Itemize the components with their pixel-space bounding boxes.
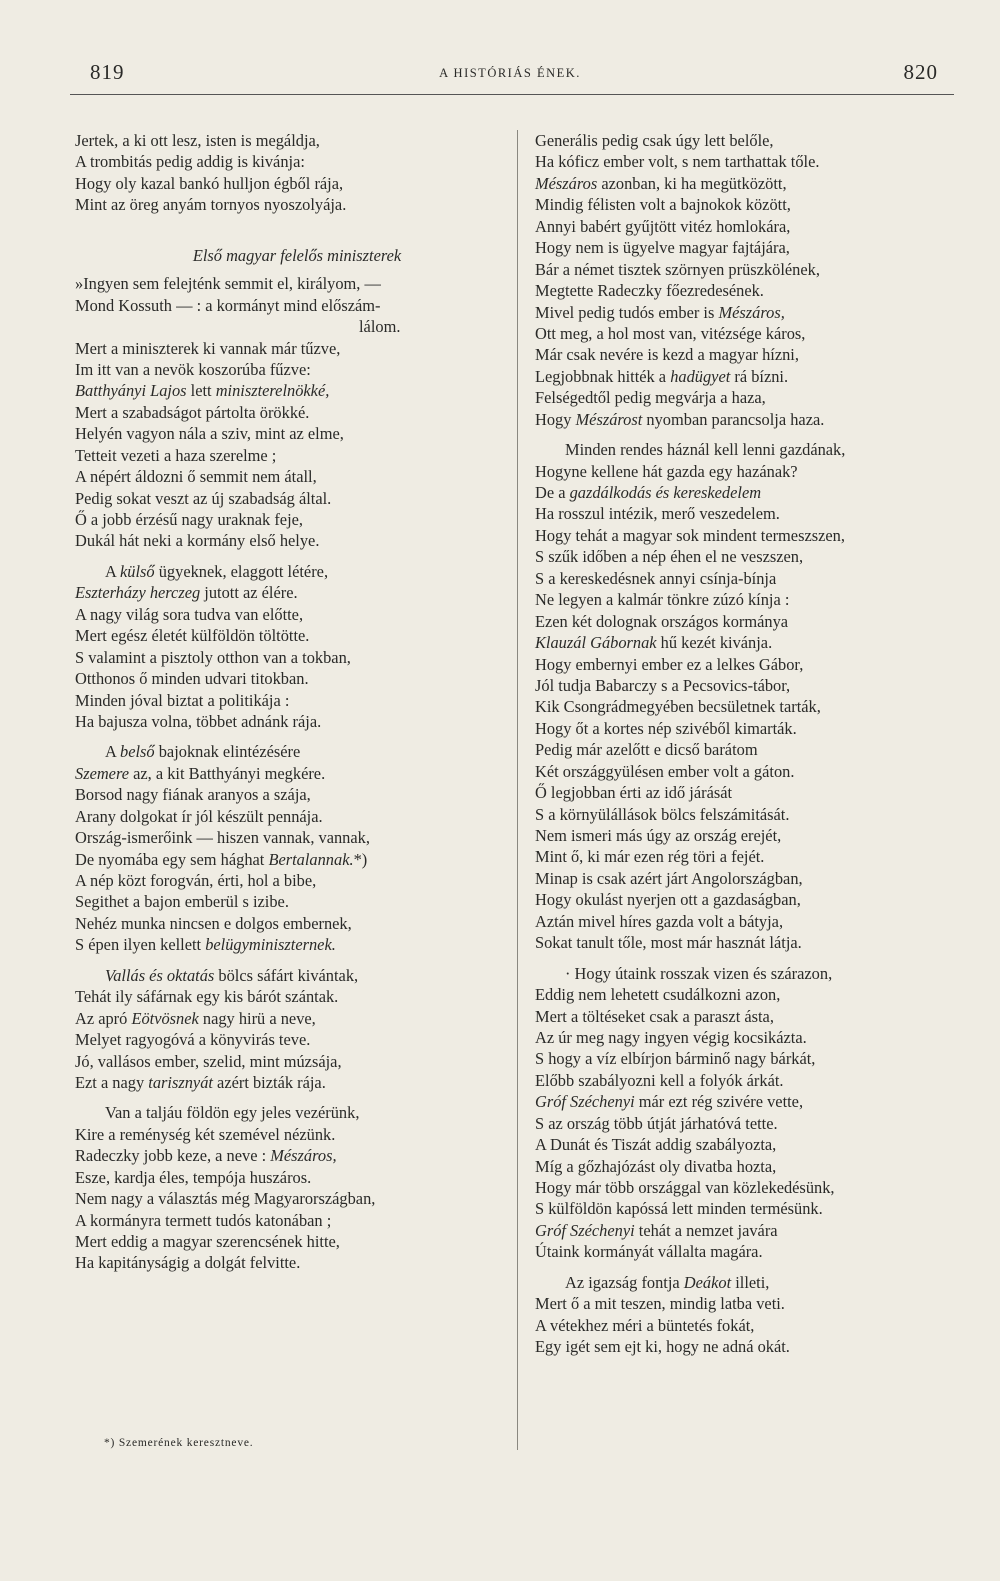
verse-line <box>75 151 511 172</box>
verse-line <box>75 806 511 827</box>
italic-text: Klauzál Gábornak <box>535 633 657 653</box>
text-run: Ha kapitányságig a dolgát felvitte. <box>75 1253 301 1273</box>
text-run: az, a kit Batthyányi megkére. <box>129 763 326 783</box>
text-run: Helyén vagyon nála a sziv, mint az elme, <box>75 424 344 444</box>
verse-line <box>535 1134 965 1155</box>
text-run: Ország-ismerőink — hiszen vannak, vannak, <box>75 828 370 848</box>
verse-line <box>535 868 965 889</box>
text-run: Hogy már több országgal van közlekedésünk, <box>535 1178 835 1197</box>
verse-line <box>75 625 511 646</box>
italic-text: miniszterelnökké, <box>215 381 330 401</box>
verse-line <box>535 130 965 151</box>
text-run: nyomban parancsolja haza. <box>642 409 825 429</box>
text-run: Mint az öreg anyám tornyos nyoszolyája. <box>75 195 347 215</box>
text-run: S külföldön kapóssá lett minden termésünk. <box>535 1199 823 1219</box>
text-run: Sokat tanult tőle, most már hasznát látja. <box>535 933 802 953</box>
text-run: A nagy világ sora tudva van előtte, <box>75 604 304 624</box>
italic-text: Mészáros <box>535 173 598 193</box>
verse-line <box>535 889 965 910</box>
italic-text: Gróf Széchenyi <box>535 1092 635 1112</box>
text-run: A vétekhez méri a büntetés fokát, <box>535 1315 755 1335</box>
text-run: ügyeknek, elaggott létére, <box>154 561 329 581</box>
verse-line <box>535 461 965 482</box>
text-run: Hogy <box>535 409 576 429</box>
verse-line <box>75 466 511 487</box>
text-run: Hogy oly kazal bankó hulljon égből rája, <box>75 173 344 193</box>
text-run: A népért áldozni ő semmit nem átall, <box>75 467 317 487</box>
text-run: Tetteit vezeti a haza szerelme ; <box>75 445 277 465</box>
left-page-number: 819 <box>90 60 125 84</box>
text-run: azonban, ki ha megütközött, <box>597 173 787 193</box>
verse-line <box>535 323 965 344</box>
text-run: Mert a töltéseket csak a paraszt ásta, <box>535 1006 774 1026</box>
verse-line <box>75 647 511 668</box>
text-run: S hogy a víz elbírjon bárminő nagy bárkát, <box>535 1049 816 1069</box>
verse-line <box>535 611 965 632</box>
text-run: S a kereskedésnek annyi csínja-bínja <box>535 568 777 588</box>
running-title: A HISTÓRIÁS ÉNEK. <box>439 66 581 80</box>
text-run: De nyomába egy sem hághat <box>75 849 269 869</box>
verse-line <box>535 1293 965 1314</box>
text-run: Pedig sokat veszt az új szabadság által. <box>75 488 332 508</box>
text-run: Ő legjobban érti az idő járását <box>535 783 733 803</box>
verse-line <box>535 1198 965 1219</box>
verse-line <box>535 302 965 323</box>
text-run: Van a taljáu földön egy jeles vezérünk, <box>105 1103 360 1123</box>
verse-line <box>75 380 511 401</box>
verse-line <box>75 582 511 603</box>
text-run: A Dunát és Tiszát addig szabályozta, <box>535 1135 777 1155</box>
text-run: Ezen két dolognak országos kormánya <box>535 611 789 631</box>
verse-line <box>75 1072 511 1093</box>
text-run: Radeczky jobb keze, a neve : <box>75 1146 271 1166</box>
verse-line <box>535 1113 965 1134</box>
verse-line <box>75 1167 511 1188</box>
text-run: Felségedtől pedig megvárja a haza, <box>535 388 766 408</box>
text-run: Ott meg, a hol most van, vitézsége káros, <box>535 323 806 343</box>
italic-text: külső <box>120 561 155 581</box>
italic-text: belső <box>120 742 155 762</box>
verse-line <box>75 1188 511 1209</box>
italic-text: gazdálkodás és kereskedelem <box>569 483 762 502</box>
italic-text: tarisznyát <box>148 1072 213 1092</box>
verse-line <box>75 488 511 509</box>
text-run: Minap is csak azért járt Angolországban, <box>535 868 803 888</box>
italic-text: belügyminiszternek. <box>205 935 336 955</box>
text-run: A kormányra termett tudós katonában ; <box>75 1210 332 1230</box>
text-run: Im itt van a nevök koszorúba fűzve: <box>75 359 311 379</box>
text-run: Ezt a nagy <box>75 1072 149 1092</box>
text-run: azért bizták rája. <box>212 1072 326 1092</box>
text-run: illeti, <box>731 1272 770 1292</box>
right-column <box>535 130 965 1358</box>
verse-line <box>535 439 965 460</box>
text-run: Hogy embernyi ember ez a lelkes Gábor, <box>535 654 804 674</box>
text-run: Arany dolgokat ír jól készült pennája. <box>75 806 323 826</box>
text-run: Mert ő a mit teszen, mindig latba veti. <box>535 1294 785 1314</box>
italic-text: Vallás és oktatás <box>105 965 215 985</box>
verse-line <box>75 690 511 711</box>
verse-line <box>75 509 511 530</box>
verse-line <box>75 1029 511 1050</box>
verse-line <box>535 344 965 365</box>
text-run: Bár a német tisztek szörnyen prüszkölének, <box>535 259 820 279</box>
verse-line <box>535 216 965 237</box>
text-run: Két országgyülésen ember volt a gáton. <box>535 761 795 781</box>
verse-line <box>75 604 511 625</box>
text-run: Ne legyen a kalmár tönkre zúzó kínja : <box>535 590 790 610</box>
text-run: Hogy őt a kortes nép szivéből kimarták. <box>535 718 797 738</box>
text-run: tehát a nemzet javára <box>634 1220 778 1240</box>
text-run: A nép közt forogván, érti, hol a bibe, <box>75 871 317 891</box>
verse-line <box>535 525 965 546</box>
italic-text: Batthyányi Lajos <box>75 381 187 401</box>
verse-line <box>75 849 511 870</box>
verse-line <box>535 482 965 503</box>
verse-line <box>535 1091 965 1112</box>
verse-line <box>75 870 511 891</box>
text-run: Melyet ragyogóvá a könyvirás teve. <box>75 1030 311 1050</box>
text-run: Mindig félisten volt a bajnokok között, <box>535 195 791 215</box>
text-run: jutott az élére. <box>200 583 298 603</box>
text-run: Ő a jobb érzésű nagy uraknak feje, <box>75 510 304 530</box>
verse-line <box>75 359 511 380</box>
text-run: Ha rosszul intézik, merő veszedelem. <box>535 504 780 524</box>
text-run: Ha bajusza volna, többet adnánk rája. <box>75 711 322 731</box>
italic-text: hadügyet <box>670 366 731 386</box>
verse-line <box>535 1006 965 1027</box>
text-run: Eddig nem lehetett csudálkozni azon, <box>535 985 781 1005</box>
verse-line <box>75 1008 511 1029</box>
text-run: Tehát ily sáfárnak egy kis bárót szántak. <box>75 987 339 1007</box>
verse-line <box>535 932 965 953</box>
italic-text: Első magyar felelős miniszterek <box>192 245 402 265</box>
header-rule <box>70 94 954 95</box>
verse-line <box>535 503 965 524</box>
text-run: Az apró <box>75 1008 132 1028</box>
verse-line <box>535 387 965 408</box>
verse-line <box>75 1252 511 1273</box>
text-run: Mivel pedig tudós ember is <box>535 302 719 322</box>
verse-line <box>535 654 965 675</box>
verse-line <box>535 804 965 825</box>
text-run: Nem ismeri más úgy az ország erejét, <box>535 826 782 845</box>
verse-line <box>535 409 965 430</box>
text-run: Aztán mivel híres gazda volt a bátyja, <box>535 911 784 931</box>
text-run: Borsod nagy fiának aranyos a szája, <box>75 785 311 805</box>
text-run: *) <box>353 849 368 869</box>
verse-line <box>75 1231 511 1252</box>
verse-line <box>535 1241 965 1262</box>
italic-text: Gróf Széchenyi <box>535 1220 635 1240</box>
verse-line <box>535 761 965 782</box>
text-run: Ha kóficz ember volt, s nem tarthattak tőle. <box>535 152 820 172</box>
verse-line <box>75 445 511 466</box>
verse-line <box>75 1102 511 1123</box>
verse-line <box>75 194 511 215</box>
text-run: lett <box>186 381 216 401</box>
verse-line <box>535 782 965 803</box>
italic-text: Mészárost <box>575 409 643 429</box>
verse-line <box>75 1210 511 1231</box>
text-run: Mint ő, ki már ezen rég töri a fejét. <box>535 847 765 867</box>
verse-line <box>535 546 965 567</box>
verse-line <box>75 273 511 294</box>
verse-line <box>535 846 965 867</box>
verse-line <box>75 913 511 934</box>
text-run: Jó, vallásos ember, szelid, mint múzsája, <box>75 1051 342 1071</box>
verse-line <box>75 986 511 1007</box>
text-run: Pedig már azelőtt e dicső barátom <box>535 740 758 760</box>
text-run: A trombitás pedig addig is kivánja: <box>75 152 305 172</box>
text-run: Legjobbnak hitték a <box>535 366 671 386</box>
verse-line <box>75 891 511 912</box>
text-run: Segithet a bajon emberül s izibe. <box>75 892 289 912</box>
verse-line <box>75 423 511 444</box>
text-run: Megtette Radeczky főezredesének. <box>535 281 764 301</box>
verse-line <box>75 295 511 316</box>
text-run: hű kezét kivánja. <box>656 633 773 653</box>
verse-line <box>535 739 965 760</box>
text-run: S a környülállások bölcs felszámitását. <box>535 804 790 824</box>
text-run: Esze, kardja éles, tempója huszáros. <box>75 1167 312 1187</box>
text-run: bajoknak elintézésére <box>154 742 301 762</box>
text-run: Mert a szabadságot pártolta örökké. <box>75 402 310 422</box>
verse-line <box>75 965 511 986</box>
verse-line <box>535 1272 965 1293</box>
verse-line <box>535 1048 965 1069</box>
text-run: Minden jóval biztat a politikája : <box>75 690 290 710</box>
text-run: bölcs sáfárt kivántak, <box>214 965 359 985</box>
italic-text: Eszterházy herczeg <box>75 583 201 603</box>
verse-line <box>75 711 511 732</box>
text-run: »Ingyen sem felejténk semmit el, királyom, — <box>75 274 381 294</box>
verse-line <box>75 561 511 582</box>
text-run: Az igazság fontja <box>565 1272 684 1292</box>
text-run: Míg a gőzhajózást oly divatba hozta, <box>535 1156 777 1176</box>
text-run: A <box>105 561 121 581</box>
verse-line <box>75 1124 511 1145</box>
text-run: Hogyne kellene hát gazda egy hazának? <box>535 461 798 481</box>
italic-text: Bertalannak. <box>268 849 354 869</box>
verse-line <box>535 1027 965 1048</box>
text-run: S valamint a pisztoly otthon van a tokban, <box>75 647 351 667</box>
italic-text: Mészáros, <box>718 302 785 322</box>
text-run: lálom. <box>359 317 401 337</box>
text-run: Nem nagy a választás még Magyarországban, <box>75 1189 376 1209</box>
text-run: S épen ilyen kellett <box>75 935 206 955</box>
column-divider <box>517 130 518 1450</box>
verse-line <box>535 568 965 589</box>
verse-line <box>75 763 511 784</box>
text-run: Jól tudja Babarczy s a Pecsovics-tábor, <box>535 675 791 695</box>
verse-line <box>535 963 965 984</box>
text-run: Otthonos ő minden udvari titokban. <box>75 669 309 689</box>
verse-line <box>535 675 965 696</box>
left-column <box>75 130 511 1274</box>
verse-line <box>75 316 511 337</box>
text-run: Előbb szabályozni kell a folyók árkát. <box>535 1070 784 1090</box>
verse-line <box>75 934 511 955</box>
verse-line <box>535 1156 965 1177</box>
text-run: Nehéz munka nincsen e dolgos embernek, <box>75 913 352 933</box>
text-run: Mert a miniszterek ki vannak már tűzve, <box>75 338 341 358</box>
text-run: Generális pedig csak úgy lett belőle, <box>535 131 774 150</box>
verse-line <box>75 668 511 689</box>
text-run: Hogy nem is ügyelve magyar fajtájára, <box>535 238 790 258</box>
text-run: már ezt rég szivére vette, <box>634 1092 804 1112</box>
text-run: · Hogy útaink rosszak vizen és szárazon, <box>565 963 833 983</box>
verse-line <box>75 784 511 805</box>
text-run: A <box>105 742 121 762</box>
verse-line <box>75 741 511 762</box>
verse-line <box>535 589 965 610</box>
verse-line <box>535 632 965 653</box>
verse-line <box>535 1220 965 1241</box>
footnote: *) Szemerének keresztneve. <box>104 1437 254 1449</box>
right-page-number: 820 <box>903 60 938 84</box>
verse-line <box>535 825 965 846</box>
verse-line <box>535 259 965 280</box>
verse-line <box>75 338 511 359</box>
verse-line <box>535 911 965 932</box>
verse-line <box>75 1051 511 1072</box>
verse-line <box>535 718 965 739</box>
italic-text: Eötvösnek <box>131 1008 199 1028</box>
italic-text: Mészáros, <box>270 1146 337 1166</box>
verse-line <box>75 130 511 151</box>
verse-line <box>535 194 965 215</box>
text-run: Dukál hát neki a kormány első helye. <box>75 531 320 551</box>
text-run: rá bízni. <box>730 366 789 386</box>
text-run: Jertek, a ki ott lesz, isten is megáldja, <box>75 131 320 150</box>
text-run: nagy hirü a neve, <box>198 1008 316 1028</box>
verse-line <box>535 151 965 172</box>
verse-line <box>535 1177 965 1198</box>
text-run: Hogy okulást nyerjen ott a gazdaságban, <box>535 890 801 910</box>
verse-line <box>535 173 965 194</box>
verse-line <box>535 1315 965 1336</box>
text-run: Minden rendes háznál kell lenni gazdának, <box>565 440 846 460</box>
verse-line <box>535 280 965 301</box>
text-run: S az ország több útját járhatóvá tette. <box>535 1113 778 1133</box>
verse-line <box>535 1336 965 1357</box>
text-run: Hogy tehát a magyar sok mindent termeszszen, <box>535 525 845 545</box>
text-run: De a <box>535 483 570 502</box>
text-run: Az úr meg nagy ingyen végig kocsikázta. <box>535 1027 807 1047</box>
italic-text: Szemere <box>75 763 130 783</box>
verse-line <box>535 1070 965 1091</box>
text-run: Már csak nevére is kezd a magyar hízni, <box>535 345 799 365</box>
page-header <box>70 60 950 90</box>
text-run: Kik Csongrádmegyében becsületnek tarták, <box>535 697 821 717</box>
verse-line <box>535 237 965 258</box>
verse-line <box>75 1145 511 1166</box>
section-heading <box>75 245 511 266</box>
verse-line <box>535 696 965 717</box>
text-run: Mond Kossuth — : a kormányt mind előszám- <box>75 295 381 315</box>
text-run: Annyi babért gyűjtött vitéz homlokára, <box>535 216 791 236</box>
text-run: Útaink kormányát vállalta magára. <box>535 1242 763 1262</box>
text-run: Kire a reménység két szemével nézünk. <box>75 1124 336 1144</box>
verse-line <box>535 984 965 1005</box>
italic-text: Deákot <box>683 1272 732 1292</box>
text-run: Egy igét sem ejt ki, hogy ne adná okát. <box>535 1337 790 1357</box>
verse-line <box>75 173 511 194</box>
text-run: S szűk időben a nép éhen el ne veszszen, <box>535 547 804 567</box>
text-run: Mert egész életét külföldön töltötte. <box>75 626 310 646</box>
text-run: Mert eddig a magyar szerencsének hitte, <box>75 1232 340 1252</box>
verse-line <box>75 827 511 848</box>
verse-line <box>75 530 511 551</box>
verse-line <box>75 402 511 423</box>
verse-line <box>535 366 965 387</box>
